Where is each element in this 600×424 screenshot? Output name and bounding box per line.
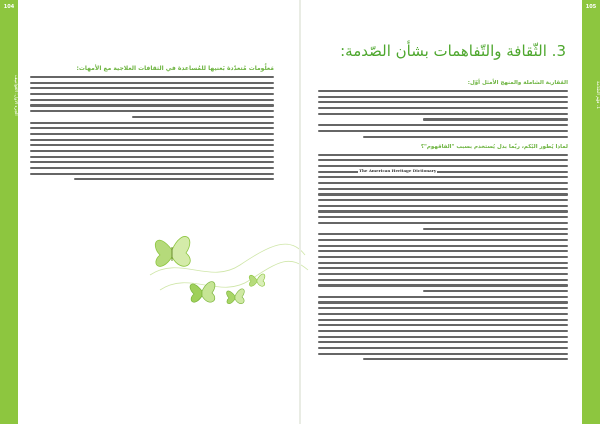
text-line bbox=[423, 290, 568, 292]
text-line bbox=[30, 167, 274, 169]
text-line bbox=[318, 165, 568, 167]
butterfly-icon bbox=[227, 289, 245, 304]
chapter-title-text: الثّقافة والتّفاهمات بشأن الصّدمة: bbox=[340, 42, 547, 60]
text-line bbox=[318, 301, 568, 303]
text-line bbox=[318, 239, 568, 241]
text-line bbox=[318, 267, 568, 269]
subheading-1: المُقاربة الشاملة والمنهج الأمثل أوّل: bbox=[467, 80, 568, 86]
text-line bbox=[30, 173, 274, 175]
text-line bbox=[318, 216, 568, 218]
right-page-number: 105 bbox=[585, 4, 597, 10]
text-line bbox=[318, 284, 568, 286]
chapter-number: 3. bbox=[551, 42, 566, 60]
text-line bbox=[30, 104, 274, 106]
text-line bbox=[318, 159, 568, 161]
left-section-heading: مَعلُومات مُتعدّدة بَعنيها للمُساعدة في الثقافات العلاجية مع الأمهات: bbox=[76, 65, 274, 72]
left-page-side-label: الجزء الأول: العَوَاصِف bbox=[13, 74, 18, 116]
text-line bbox=[318, 330, 568, 332]
text-line bbox=[318, 113, 568, 115]
text-line bbox=[132, 116, 274, 118]
text-line bbox=[363, 136, 568, 138]
text-line bbox=[30, 127, 274, 129]
text-line bbox=[30, 133, 274, 135]
text-line bbox=[318, 222, 568, 224]
text-line bbox=[318, 313, 568, 315]
left-body-text bbox=[30, 76, 274, 184]
text-line bbox=[30, 76, 274, 78]
text-line bbox=[318, 188, 568, 190]
right-page-band bbox=[582, 0, 600, 424]
text-line bbox=[423, 228, 568, 230]
text-line bbox=[318, 353, 568, 355]
text-line bbox=[318, 171, 568, 173]
text-line bbox=[74, 178, 274, 180]
text-line bbox=[318, 256, 568, 258]
butterfly-icon bbox=[155, 236, 190, 266]
text-line bbox=[30, 156, 274, 158]
text-line bbox=[318, 347, 568, 349]
cited-work: The American Heritage Dictionary bbox=[359, 168, 437, 173]
chapter-title bbox=[340, 42, 566, 60]
text-line bbox=[318, 96, 568, 98]
text-line bbox=[318, 101, 568, 103]
text-line bbox=[30, 82, 274, 84]
text-line bbox=[30, 144, 274, 146]
text-line bbox=[318, 124, 568, 126]
text-line bbox=[318, 107, 568, 109]
text-line bbox=[318, 279, 568, 281]
text-line bbox=[318, 182, 568, 184]
text-line bbox=[318, 273, 568, 275]
text-line bbox=[318, 154, 568, 156]
text-line bbox=[30, 139, 274, 141]
text-line bbox=[318, 90, 568, 92]
left-page-number: 104 bbox=[3, 4, 15, 10]
right-body-text bbox=[318, 80, 568, 364]
text-line bbox=[318, 176, 568, 178]
text-line bbox=[318, 296, 568, 298]
text-line bbox=[318, 199, 568, 201]
text-line bbox=[318, 324, 568, 326]
text-line bbox=[318, 262, 568, 264]
left-page-band bbox=[0, 0, 18, 424]
text-line bbox=[30, 87, 274, 89]
text-line bbox=[318, 319, 568, 321]
text-line bbox=[363, 358, 568, 360]
text-line bbox=[30, 161, 274, 163]
text-line bbox=[30, 99, 274, 101]
text-line bbox=[318, 210, 568, 212]
text-line bbox=[30, 122, 274, 124]
text-line bbox=[318, 205, 568, 207]
text-line bbox=[30, 93, 274, 95]
right-page-side-label: 1. فَهْم الصَّدْمة bbox=[595, 80, 600, 110]
text-line bbox=[318, 341, 568, 343]
text-line bbox=[423, 118, 568, 120]
text-line bbox=[318, 307, 568, 309]
text-line bbox=[30, 110, 274, 112]
text-line bbox=[318, 193, 568, 195]
text-line bbox=[318, 233, 568, 235]
subheading-2: لماذا يُطور البُكم، ربّما بدل يُستخدم بسبب "الفاقهوم"؟ bbox=[420, 143, 568, 150]
text-line bbox=[318, 250, 568, 252]
text-line bbox=[318, 245, 568, 247]
text-line bbox=[30, 150, 274, 152]
text-line bbox=[318, 336, 568, 338]
page-gutter bbox=[299, 0, 301, 424]
butterfly-decoration bbox=[140, 195, 310, 345]
text-line bbox=[318, 130, 568, 132]
